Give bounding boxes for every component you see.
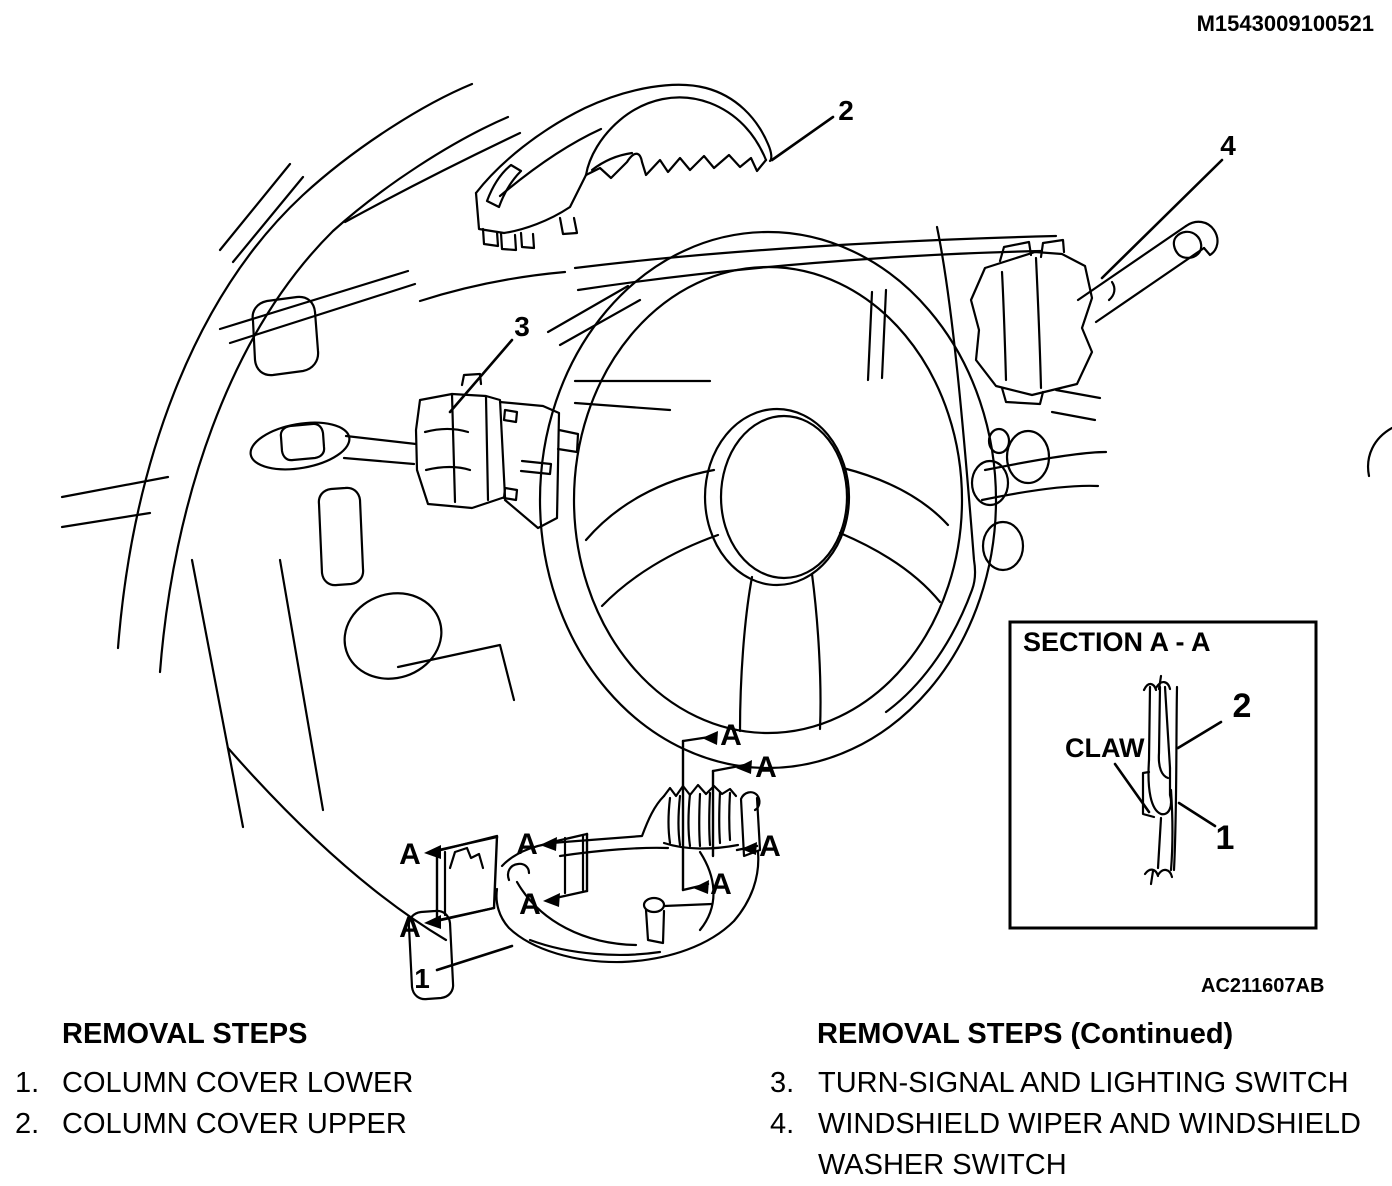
section-marker-a: A xyxy=(399,911,421,944)
inset-title: SECTION A - A xyxy=(1023,627,1211,657)
figure-code: AC211607AB xyxy=(1201,975,1325,997)
callout-lower-cover: 1 xyxy=(414,963,430,994)
leader-lower-cover xyxy=(437,946,512,970)
leader-inset-lower xyxy=(1179,803,1215,826)
callout-upper-cover: 2 xyxy=(838,95,854,126)
claw-section-art xyxy=(1143,676,1177,884)
removal-steps-continued-heading: REMOVAL STEPS (Continued) xyxy=(817,1018,1234,1050)
steering-wheel-art xyxy=(540,232,996,768)
step-number: 4. xyxy=(770,1108,795,1140)
callout-turn-signal-switch: 3 xyxy=(514,311,530,342)
removal-steps-left xyxy=(15,1014,413,1145)
upper-column-cover-art xyxy=(476,85,771,250)
removal-steps-right xyxy=(770,1014,1392,1186)
step-number: 2. xyxy=(15,1108,40,1140)
claw-label: CLAW xyxy=(1065,733,1145,763)
step-label: COLUMN COVER LOWER xyxy=(62,1067,414,1099)
removal-step-item xyxy=(15,1104,413,1145)
section-marker-a: A xyxy=(519,888,541,921)
section-inset xyxy=(1010,622,1316,928)
removal-step-item xyxy=(15,1063,413,1104)
section-marker-a: A xyxy=(759,830,781,863)
section-plane-arrows xyxy=(424,731,757,929)
inset-callout-lower: 1 xyxy=(1215,819,1235,857)
leader-wiper xyxy=(1102,160,1222,278)
section-marker-a: A xyxy=(516,828,538,861)
section-marker-a: A xyxy=(720,719,742,752)
wiper-switch-art xyxy=(971,222,1217,404)
removal-step-item xyxy=(770,1063,1392,1104)
step-label: COLUMN COVER UPPER xyxy=(62,1108,407,1140)
step-number: 1. xyxy=(15,1067,40,1099)
turn-signal-switch-art xyxy=(247,374,578,528)
removal-steps-heading: REMOVAL STEPS xyxy=(62,1018,308,1050)
callout-wiper-switch: 4 xyxy=(1220,130,1236,161)
step-number: 3. xyxy=(770,1067,795,1099)
step-label: TURN-SIGNAL AND LIGHTING SWITCH xyxy=(818,1067,1349,1099)
section-markers xyxy=(399,719,781,944)
section-marker-a: A xyxy=(710,868,732,901)
dashboard-art xyxy=(62,84,1392,999)
document-code: M1543009100521 xyxy=(1196,11,1374,36)
removal-step-item xyxy=(770,1104,1392,1186)
step-label: WINDSHIELD WIPER AND WINDSHIELD WASHER SWITCH xyxy=(818,1108,1361,1181)
inset-callout-upper: 2 xyxy=(1232,687,1252,725)
leader-upper-cover xyxy=(772,117,833,160)
section-marker-a: A xyxy=(399,838,421,871)
leader-inset-upper xyxy=(1178,722,1221,748)
section-marker-a: A xyxy=(755,751,777,784)
